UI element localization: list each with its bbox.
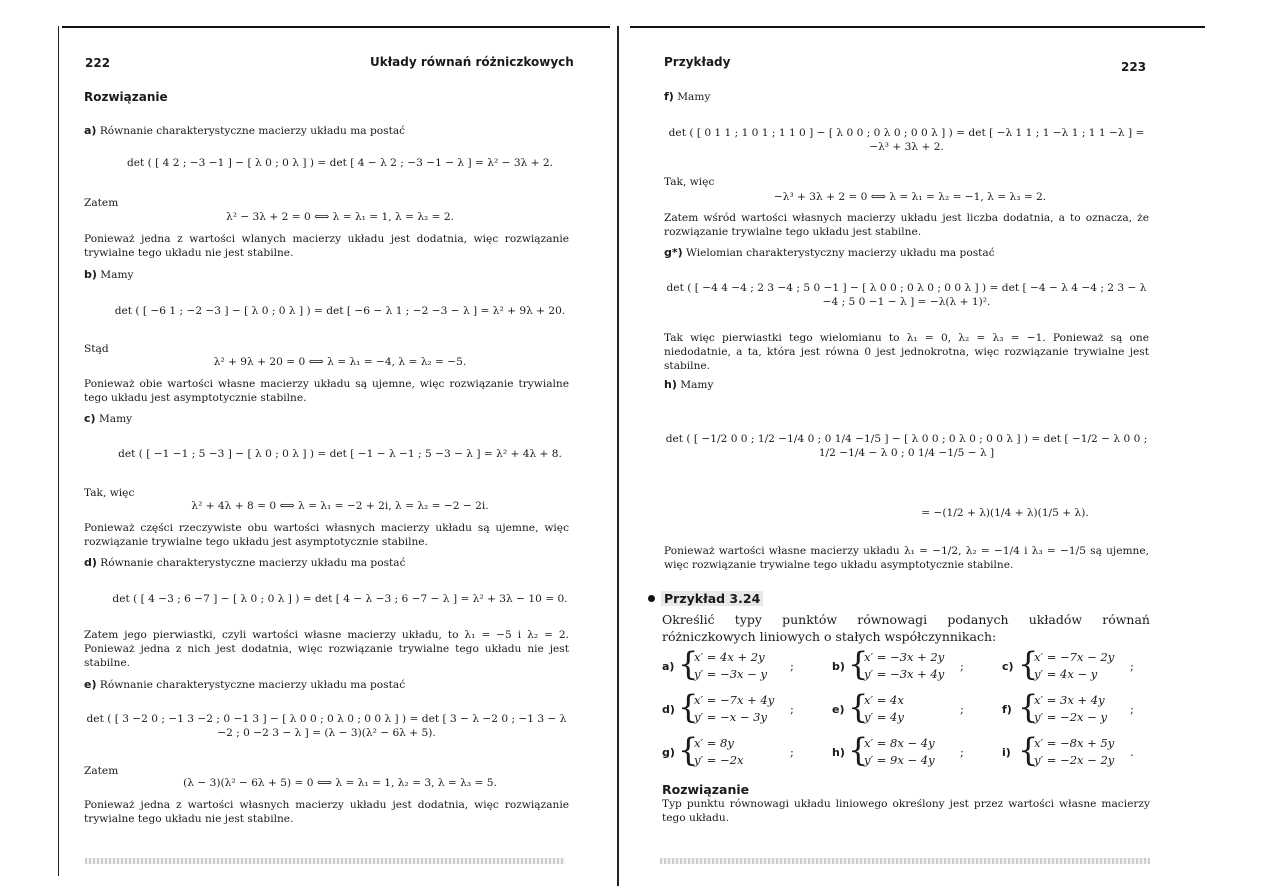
system-brace: { [848,645,869,683]
roots-f: −λ³ + 3λ + 2 = 0 ⟺ λ = λ₁ = λ₂ = −1, λ = λ₃ = 2. [773,191,1047,203]
system-end: ; [1130,702,1134,716]
running-title: Układy równań różniczkowych [370,55,574,69]
system-end: ; [790,745,794,759]
equation-h: det ( [ −1/2 0 0 ; 1/2 −1/4 0 ; 0 1/4 −1/5 ] − [ λ 0 0 ; 0 λ 0 ; 0 0 λ ] ) = det [ −1/2 − λ 0 0 ; 1/2 −1/4 − λ 0 ; 0 1/4 −1/5 − λ ] [665,433,1148,459]
part-label: a) [84,124,97,137]
left-margin-line [58,26,59,876]
system-line-2: y′ = −2x [694,753,744,767]
system-line-2: y′ = 4y [864,710,904,724]
system-label: d) [662,703,675,716]
system-label: f) [1002,703,1012,716]
system-item [662,731,827,772]
part-f-intro [664,90,710,104]
roots-b: λ² + 9λ + 20 = 0 ⟺ λ = λ₁ = −4, λ = λ₂ = −5. [213,356,467,368]
intro-text: Mamy [677,91,711,103]
conclusion-f: Zatem wśród wartości własnych macierzy układu jest liczba dodatnia, a to oznacza, że rozwiązanie trywialne tego układu jest stabilne. [664,212,1149,238]
intro-text: Wielomian charakterystyczny macierzy układu ma postać [686,247,995,259]
system-line-1: x′ = −7x − 2y [1034,650,1115,664]
part-label: e) [84,678,97,691]
system-label: h) [832,746,845,759]
intro-text: Mamy [680,379,714,391]
system-line-1: x′ = 3x + 4y [1034,693,1105,707]
conclusion-e: Ponieważ jedna z wartości własnych macierzy układu jest dodatnia, więc rozwiązanie trywialne tego układu nie jest stabilne. [84,799,569,825]
roots-a: λ² − 3λ + 2 = 0 ⟺ λ = λ₁ = 1, λ = λ₂ = 2. [225,211,455,223]
zatem-e: Zatem [84,765,119,777]
system-brace: { [678,688,699,726]
solution-heading: Rozwiązanie [662,782,750,797]
part-g-intro [664,246,995,260]
page-number-right: 223 [1121,60,1147,74]
equation-g: det ( [ −4 4 −4 ; 2 3 −4 ; 5 0 −1 ] − [ λ 0 0 ; 0 λ 0 ; 0 0 λ ] ) = det [ −4 − λ 4 −4 ; 2 3 − λ −4 ; 5 0 −1 − λ ] = −λ(λ + 1)². [666,282,1147,308]
part-label: d) [84,556,97,569]
example-bullet [648,595,655,602]
system-brace: { [678,645,699,683]
part-c-intro [84,412,132,426]
intro-text: Równanie charakterystyczne macierzy układu ma postać [99,125,406,137]
system-line-1: x′ = −8x + 5y [1034,736,1115,750]
conclusion-c: Ponieważ części rzeczywiste obu wartości własnych macierzy układu są ujemne, więc rozwiązanie trywialne tego układu jest asymptotycznie stabilne. [84,522,569,548]
system-line-2: y′ = −2x − 2y [1034,753,1115,767]
bottom-shade-right [660,858,1150,864]
system-line-2: y′ = −3x + 4y [864,667,945,681]
conclusion-d: Zatem jego pierwiastki, czyli wartości własne macierzy układu, to λ₁ = −5 i λ₂ = 2. Ponieważ jedna z nich jest dodatnia, więc rozwiązanie trywialne tego układu nie jest stabilne. [84,629,569,669]
tak-c: Tak, więc [84,487,135,499]
top-rule-right [630,26,1205,28]
system-brace: { [848,688,869,726]
system-end: ; [960,745,964,759]
system-item [662,645,827,686]
system-line-2: y′ = −3x − y [694,667,767,681]
conclusion-g: Tak więc pierwiastki tego wielomianu to λ₁ = 0, λ₂ = λ₃ = −1. Ponieważ są one niedodatnie, a ta, która jest równa 0 jest jednokrotna, więc rozwiązanie trywialne jest stabilne. [664,332,1149,372]
system-line-2: y′ = 9x − 4y [864,753,935,767]
bottom-shade-left [85,858,565,864]
intro-text: Równanie charakterystyczne macierzy układu ma postać [99,679,406,691]
stad-b: Stąd [84,343,109,355]
system-item [1002,731,1167,772]
systems-grid [662,645,1162,775]
system-item [662,688,827,729]
intro-text: Mamy [98,413,133,425]
part-label: c) [84,412,96,425]
system-label: e) [832,703,845,716]
conclusion-h: Ponieważ wartości własne macierzy układu λ₁ = −1/2, λ₂ = −1/4 i λ₃ = −1/5 są ujemne, więc rozwiązanie trywialne tego układu asymptotycznie stabilne. [664,545,1149,571]
section-heading: Rozwiązanie [84,90,168,104]
system-item [832,688,997,729]
equation-e: det ( [ 3 −2 0 ; −1 3 −2 ; 0 −1 3 ] − [ λ 0 0 ; 0 λ 0 ; 0 0 λ ] ) = det [ 3 − λ −2 0 ; −1 3 − λ −2 ; 0 −2 3 − λ ] = (λ − 3)(λ² − 6λ + 5). [86,713,567,739]
system-line-1: x′ = 4x + 2y [694,650,765,664]
system-item [1002,645,1167,686]
system-end: ; [1130,659,1134,673]
equation-h-product: = −(1/2 + λ)(1/4 + λ)(1/5 + λ). [921,507,1089,519]
part-h-intro [664,378,713,392]
spine [617,26,619,886]
roots-e: (λ − 3)(λ² − 6λ + 5) = 0 ⟺ λ = λ₁ = 1, λ₂ = 3, λ = λ₃ = 5. [183,777,497,789]
system-label: c) [1002,660,1014,673]
page-number: 222 [85,56,111,70]
system-label: b) [832,660,845,673]
part-d-intro [84,556,406,570]
system-line-2: y′ = −x − 3y [694,710,767,724]
system-label: a) [662,660,675,673]
system-end: . [1130,745,1134,759]
top-rule-left [62,26,610,28]
system-brace: { [1018,645,1039,683]
intro-text: Równanie charakterystyczne macierzy układu ma postać [100,557,406,569]
system-item [832,645,997,686]
example-text: Określić typy punktów równowagi podanych układów równań różniczkowych liniowych o stałych współczynnikach: [662,612,1150,644]
equation-b: det ( [ −6 1 ; −2 −3 ] − [ λ 0 ; 0 λ ] ) = det [ −6 − λ 1 ; −2 −3 − λ ] = λ² + 9λ + 20. [114,305,566,317]
system-line-1: x′ = −7x + 4y [694,693,775,707]
part-e-intro [84,678,405,692]
part-label: h) [664,378,677,391]
tak-f: Tak, więc [664,176,715,188]
system-brace: { [848,731,869,769]
system-end: ; [960,659,964,673]
system-item [1002,688,1167,729]
system-line-1: x′ = −3x + 2y [864,650,945,664]
system-end: ; [960,702,964,716]
conclusion-a: Ponieważ jedna z wartości wlanych macierzy układu jest dodatnia, więc rozwiązanie trywialne tego układu nie jest stabilne. [84,233,569,259]
zatem-a: Zatem [84,197,119,209]
example-title: Przykład 3.24 [661,591,763,606]
part-label: g*) [664,246,683,259]
equation-a: det ( [ 4 2 ; −3 −1 ] − [ λ 0 ; 0 λ ] ) = det [ 4 − λ 2 ; −3 −1 − λ ] = λ² − 3λ + 2. [126,157,554,169]
system-line-1: x′ = 8y [694,736,734,750]
equation-f: det ( [ 0 1 1 ; 1 0 1 ; 1 1 0 ] − [ λ 0 0 ; 0 λ 0 ; 0 0 λ ] ) = det [ −λ 1 1 ; 1 −λ 1 ; 1 1 −λ ] = −λ³ + 3λ + 2. [668,127,1145,153]
intro-text: Mamy [100,269,134,281]
system-label: g) [662,746,675,759]
equation-d: det ( [ 4 −3 ; 6 −7 ] − [ λ 0 ; 0 λ ] ) = det [ 4 − λ −3 ; 6 −7 − λ ] = λ² + 3λ − 10 = 0. [112,593,568,605]
part-label: b) [84,268,97,281]
system-end: ; [790,702,794,716]
part-b-intro [84,268,133,282]
system-line-2: y′ = −2x − y [1034,710,1107,724]
roots-c: λ² + 4λ + 8 = 0 ⟺ λ = λ₁ = −2 + 2i, λ = λ₂ = −2 − 2i. [191,500,489,512]
system-item [832,731,997,772]
system-label: i) [1002,746,1011,759]
system-brace: { [678,731,699,769]
conclusion-b: Ponieważ obie wartości własne macierzy układu są ujemne, więc rozwiązanie trywialne tego układu jest asymptotycznie stabilne. [84,378,569,404]
system-line-1: x′ = 4x [864,693,904,707]
system-end: ; [790,659,794,673]
running-title-right: Przykłady [664,55,731,69]
system-brace: { [1018,688,1039,726]
system-brace: { [1018,731,1039,769]
solution-text: Typ punktu równowagi układu liniowego określony jest przez wartości własne macierzy tego układu. [662,798,1150,824]
part-label: f) [664,90,674,103]
system-line-2: y′ = 4x − y [1034,667,1098,681]
equation-c: det ( [ −1 −1 ; 5 −3 ] − [ λ 0 ; 0 λ ] ) = det [ −1 − λ −1 ; 5 −3 − λ ] = λ² + 4λ + 8. [118,448,562,460]
part-a-intro [84,124,405,138]
system-line-1: x′ = 8x − 4y [864,736,935,750]
